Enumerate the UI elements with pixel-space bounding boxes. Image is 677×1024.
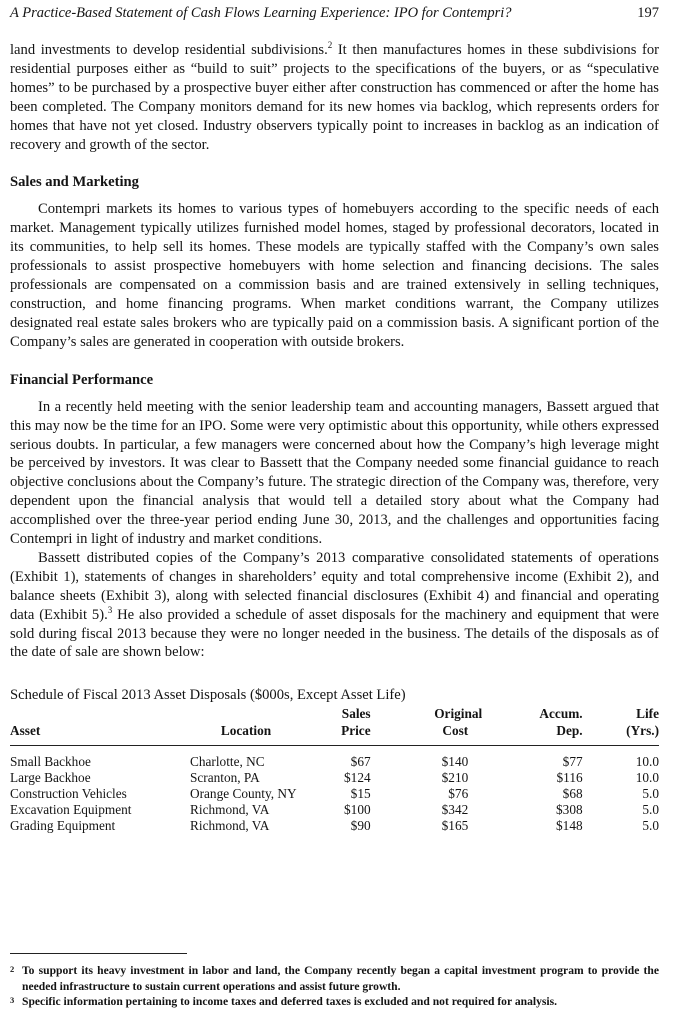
accum-dep-cell: $116 bbox=[556, 770, 583, 786]
location-cell: Richmond, VA bbox=[190, 817, 270, 833]
asset-cell: Construction Vehicles bbox=[10, 785, 127, 801]
footnote-text: To support its heavy investment in labor and land, the Company recently began a capital investment program to provide the needed infrastructure to sustain current operations and assist future growth. bbox=[22, 964, 659, 993]
running-title: A Practice-Based Statement of Cash Flows Learning Experience: IPO for Contempri? bbox=[10, 5, 512, 21]
footnote-3 bbox=[10, 994, 659, 1010]
header-original-cost-top: Original bbox=[434, 706, 483, 722]
intro-text-rest: It then manufactures homes in these subdivisions for residential purposes either as “build to suit” projects to the specifications of the buyers, or as “speculative homes” to be purchased by a prospective buyer either after construction has commenced or after the home has been completed. The Company monitors demand for its new homes via backlog, which represents orders for homes that have not yet closed. Industry observers typically point to increases in backlog as an indication of recovery and growth of the sector. bbox=[10, 42, 659, 153]
header-accum-dep-top: Accum. bbox=[539, 706, 583, 722]
asset-cell: Grading Equipment bbox=[10, 817, 116, 833]
intro-text-start: land investments to develop residential subdivisions. bbox=[10, 42, 328, 58]
footnote-divider bbox=[10, 953, 187, 954]
table-header-row-1 bbox=[10, 706, 659, 723]
location-cell: Richmond, VA bbox=[190, 801, 270, 817]
footnote-ref-2[interactable]: 2 bbox=[327, 40, 333, 50]
sales-price-cell: $124 bbox=[344, 770, 371, 786]
financial-paragraph-2-start: Bassett distributed copies of the Company’s 2013 comparative consolidated statements of operations (Exhibit 1), statements of changes in shareholders’ equity and total comprehensive income (Exhibit 2), and balance sheets (Exhibit 3), along with selected financial disclosures (Exhibit 4) and financial and operating data (Exhibit 5). bbox=[10, 549, 659, 623]
asset-disposals-table bbox=[10, 706, 659, 833]
sales-paragraph: Contempri markets its homes to various types of homebuyers according to the specific needs of each market. Management typically utilizes furnished model homes, staged by professional decorators, located in its communities, to help sell its homes. These models are typically staffed with the Company’s own sales professionals to assist prospective homebuyers with home selection and financing decisions. The sales professionals are compensated on a commission basis and are trained extensively in selling techniques, construction, and home financing programs. When market conditions warrant, the Company utilizes designated real estate sales brokers who are typically paid on a commission basis. A significant portion of the Company’s sales are generated in cooperation with outside brokers. bbox=[10, 201, 659, 350]
asset-cell: Small Backhoe bbox=[10, 754, 91, 770]
accum-dep-cell: $77 bbox=[562, 754, 583, 770]
table-row bbox=[10, 746, 659, 770]
page-body bbox=[10, 41, 659, 833]
accum-dep-cell: $148 bbox=[556, 817, 583, 833]
original-cost-cell: $342 bbox=[441, 801, 469, 817]
financial-paragraph-2 bbox=[10, 549, 659, 662]
asset-cell: Excavation Equipment bbox=[10, 801, 132, 817]
footnote-mark: 3 bbox=[10, 995, 15, 1005]
life-cell: 5.0 bbox=[642, 801, 659, 817]
footnote-mark: 2 bbox=[10, 964, 15, 974]
header-original-cost-bottom: Cost bbox=[442, 722, 469, 738]
footnote-text: Specific information pertaining to income taxes and deferred taxes is excluded and not required for analysis. bbox=[22, 995, 558, 1008]
original-cost-cell: $140 bbox=[441, 754, 469, 770]
header-sales-price-top: Sales bbox=[341, 706, 371, 722]
header-asset: Asset bbox=[10, 722, 41, 738]
table-caption: Schedule of Fiscal 2013 Asset Disposals ($000s, Except Asset Life) bbox=[10, 687, 406, 704]
accum-dep-cell: $68 bbox=[562, 785, 583, 801]
footnotes bbox=[10, 963, 659, 1010]
page-number: 197 bbox=[637, 5, 659, 21]
sales-price-cell: $90 bbox=[350, 817, 371, 833]
life-cell: 5.0 bbox=[642, 785, 659, 801]
footnote-ref-3[interactable]: 3 bbox=[107, 604, 113, 615]
life-cell: 10.0 bbox=[635, 754, 659, 770]
life-cell: 10.0 bbox=[635, 770, 659, 786]
table-row bbox=[10, 786, 659, 802]
financial-paragraph-1: In a recently held meeting with the senior leadership team and accounting managers, Bassett argued that this may now be the time for an IPO. Some were very optimistic about this opportunity, while others expressed serious doubts. In particular, a few managers were concerned about how the Company’s high leverage might be perceived by investors. It was clear to Bassett that the Company needed some financial guidance to reach objective conclusions about the Company’s future. The strategic direction of the Company was, therefore, very dependent upon the financial analysis that would tell a detailed story about what the Company had accomplished over the three-year period ending June 30, 2013, and the challenges and opportunities facing Contempri in light of industry and market conditions. bbox=[10, 398, 659, 548]
location-cell: Scranton, PA bbox=[190, 770, 260, 786]
header-sales-price-bottom: Price bbox=[341, 722, 371, 738]
sales-price-cell: $100 bbox=[344, 801, 371, 817]
life-cell: 5.0 bbox=[642, 817, 659, 833]
intro-paragraph bbox=[10, 41, 659, 154]
sales-price-cell: $67 bbox=[350, 754, 371, 770]
table-row bbox=[10, 818, 659, 834]
table-header-row-2 bbox=[10, 723, 659, 740]
financial-paragraph-2-rest: He also provided a schedule of asset disposals for the machinery and equipment that were sold during fiscal 2013 because they were no longer needed in the business. The details of the disposals as of the date of sale are shown below: bbox=[10, 606, 659, 661]
location-cell: Charlotte, NC bbox=[190, 754, 265, 770]
accum-dep-cell: $308 bbox=[556, 801, 583, 817]
original-cost-cell: $165 bbox=[441, 817, 469, 833]
header-accum-dep-bottom: Dep. bbox=[556, 722, 583, 738]
location-cell: Orange County, NY bbox=[190, 785, 297, 801]
header-life-top: Life bbox=[636, 706, 659, 722]
table-row bbox=[10, 770, 659, 786]
footnote-2 bbox=[10, 963, 659, 994]
header-life-bottom: (Yrs.) bbox=[626, 722, 659, 738]
original-cost-cell: $210 bbox=[441, 770, 469, 786]
header-location: Location bbox=[220, 722, 272, 738]
table-body bbox=[10, 746, 659, 833]
sales-price-cell: $15 bbox=[350, 785, 371, 801]
asset-cell: Large Backhoe bbox=[10, 770, 91, 786]
table-row bbox=[10, 802, 659, 818]
running-header bbox=[10, 4, 659, 22]
financial-heading: Financial Performance bbox=[10, 371, 154, 388]
original-cost-cell: $76 bbox=[448, 785, 469, 801]
sales-heading: Sales and Marketing bbox=[10, 174, 139, 191]
